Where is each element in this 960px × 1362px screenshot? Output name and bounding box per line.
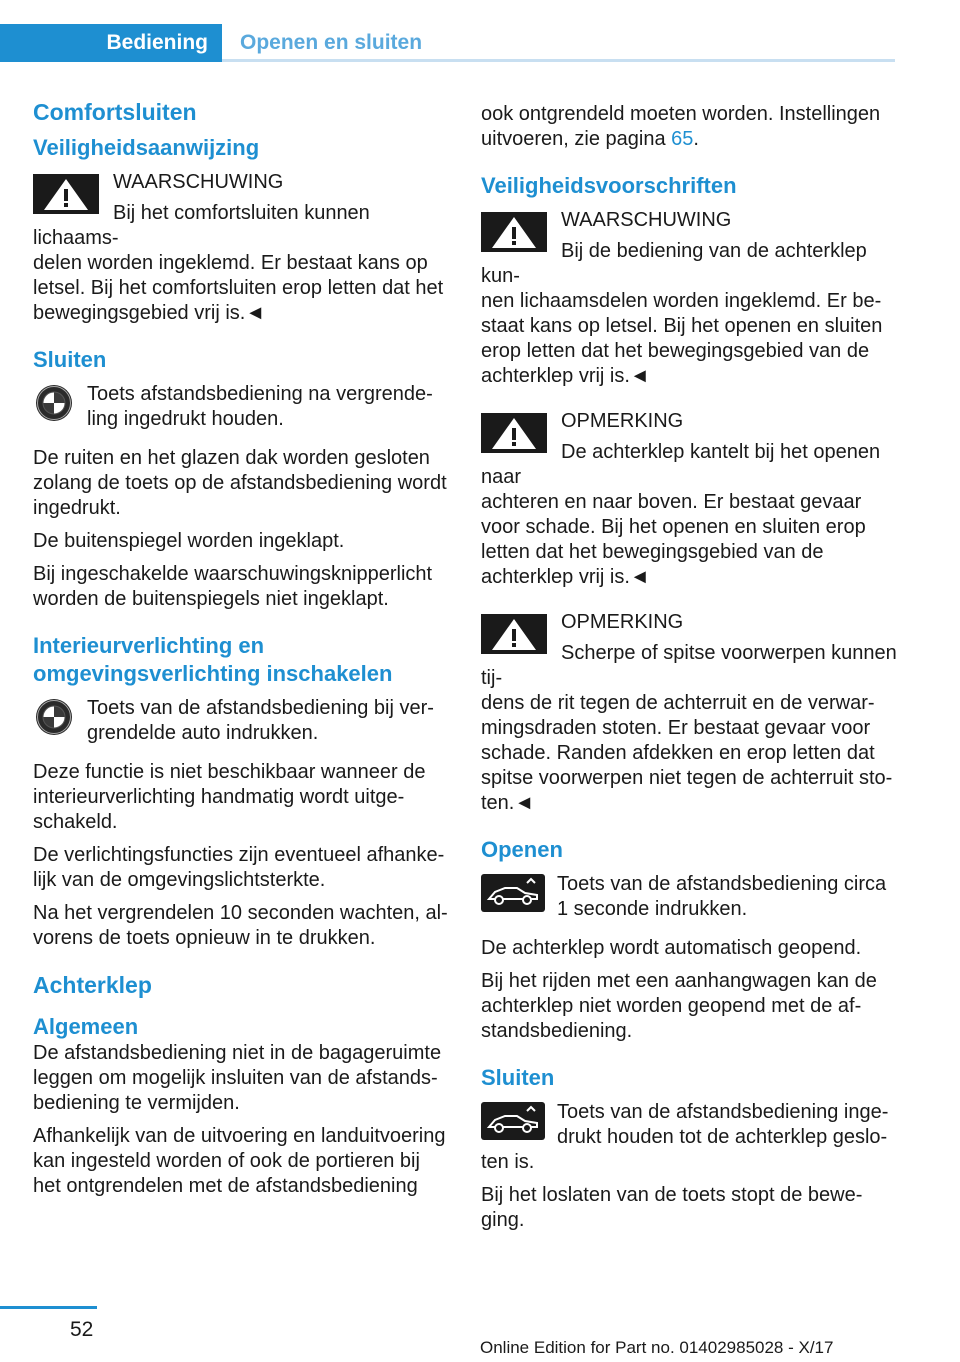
warning-title: WAARSCHUWING <box>113 171 284 193</box>
left-column <box>33 98 449 1199</box>
edition-footer: Online Edition for Part no. 01402985028 - X/17 <box>480 1338 834 1357</box>
continued-end: . <box>693 128 699 150</box>
note-block <box>481 610 899 816</box>
tailgate-open-instruction <box>481 872 899 922</box>
heading-sluiten-right: Sluiten <box>481 1065 555 1090</box>
remote-lock-text: Toets afstandsbediening na vergrende-ling ingedrukt houden. <box>87 383 433 430</box>
paragraph: De achterklep wordt automatisch geopend. <box>481 937 862 959</box>
header-rule <box>222 59 895 62</box>
heading-comfortsluiten: Comfortsluiten <box>33 99 197 125</box>
tailgate-open-text: Toets van de afstandsbediening circa 1 seconde indrukken. <box>557 873 887 920</box>
paragraph: Bij het loslaten van de toets stopt de bewe-ging. <box>481 1184 863 1231</box>
warning-first-line: Bij de bediening van de achterklep kun- <box>481 240 867 287</box>
paragraph: De ruiten en het glazen dak worden gesloten zolang de toets op de afstandsbediening wordt ingedrukt. <box>33 447 447 519</box>
paragraph: Na het vergrendelen 10 seconden wachten, al-vorens de toets opnieuw in te drukken. <box>33 902 448 949</box>
tailgate-button-icon <box>481 874 545 912</box>
heading-algemeen: Algemeen <box>33 1014 139 1039</box>
note-title: OPMERKING <box>561 410 684 432</box>
tab-openen-en-sluiten[interactable]: Openen en sluiten <box>240 31 423 54</box>
warning-text: delen worden ingeklemd. Er bestaat kans op letsel. Bij het comfortsluiten erop letten dat het bewegingsgebied vrij is.◄ <box>33 252 444 324</box>
heading-veiligheidsaanwijzing: Veiligheidsaanwijzing <box>33 135 260 160</box>
tailgate-button-icon <box>481 1102 545 1140</box>
paragraph: Deze functie is niet beschikbaar wanneer de interieurverlichting handmatig wordt uitge-schakeld. <box>33 761 426 833</box>
continued-paragraph <box>481 102 899 152</box>
tab-bediening[interactable]: Bediening <box>0 24 222 62</box>
warning-triangle-icon <box>33 174 99 214</box>
warning-first-line: Bij het comfortsluiten kunnen lichaams- <box>33 202 370 249</box>
note-text: achteren en naar boven. Er bestaat gevaar voor schade. Bij het openen en sluiten erop letten dat het bewegingsgebied van de achterklep vrij is.◄ <box>481 491 866 588</box>
tailgate-close-instruction <box>481 1100 899 1175</box>
warning-block <box>481 208 899 389</box>
heading-interieurverlichting: Interieurverlichting en omgevingsverlichting inschakelen <box>33 633 393 686</box>
footer-rule <box>0 1306 97 1309</box>
tailgate-close-text: Toets van de afstandsbediening inge-drukt houden tot de achterklep geslo- <box>557 1101 889 1148</box>
note-block <box>481 409 899 590</box>
heading-veiligheidsvoorschriften: Veiligheidsvoorschriften <box>481 173 737 198</box>
note-title: OPMERKING <box>561 611 684 633</box>
heading-openen: Openen <box>481 837 563 862</box>
remote-lock-instruction <box>33 382 449 432</box>
remote-unlock-instruction <box>33 696 449 746</box>
remote-key-unlock-icon <box>35 698 73 736</box>
paragraph: Bij het rijden met een aanhangwagen kan de achterklep niet worden geopend met de af-standsbediening. <box>481 970 877 1042</box>
page-number: 52 <box>70 1318 94 1341</box>
paragraph: Bij ingeschakelde waarschuwingsknipperlicht worden de buitenspiegels niet ingeklapt. <box>33 563 433 610</box>
remote-unlock-text: Toets van de afstandsbediening bij ver-grendelde auto indrukken. <box>87 697 434 744</box>
continued-text: ook ontgrendeld moeten worden. Instellingen uitvoeren, zie pagina <box>481 103 881 150</box>
warning-triangle-icon <box>481 413 547 453</box>
right-column <box>481 102 899 1233</box>
note-first-line: Scherpe of spitse voorwerpen kunnen tij- <box>481 642 897 689</box>
warning-block <box>33 170 449 326</box>
warning-triangle-icon <box>481 614 547 654</box>
paragraph: De buitenspiegel worden ingeklapt. <box>33 530 345 552</box>
warning-triangle-icon <box>481 212 547 252</box>
warning-title: WAARSCHUWING <box>561 209 732 231</box>
warning-text: nen lichaamsdelen worden ingeklemd. Er be-staat kans op letsel. Bij het openen en sluiten erop letten dat het bewegingsgebied van de achterklep vrij is.◄ <box>481 290 883 387</box>
paragraph: De afstandsbediening niet in de bagageruimte leggen om mogelijk insluiten van de afstands-bediening te vermijden. <box>33 1042 442 1114</box>
tailgate-close-rest: ten is. <box>481 1151 535 1173</box>
remote-key-lock-icon <box>35 384 73 422</box>
paragraph: Afhankelijk van de uitvoering en landuitvoering kan ingesteld worden of ook de portieren bij het ontgrendelen met de afstandsbediening <box>33 1125 446 1197</box>
heading-achterklep: Achterklep <box>33 972 152 998</box>
note-first-line: De achterklep kantelt bij het openen naar <box>481 441 881 488</box>
heading-sluiten: Sluiten <box>33 347 107 372</box>
header-tabbar <box>0 24 895 62</box>
paragraph: De verlichtingsfuncties zijn eventueel afhanke-lijk van de omgevingslichtsterkte. <box>33 844 445 891</box>
note-text: dens de rit tegen de achterruit en de verwar-mingsdraden stoten. Er bestaat gevaar voor schade. Randen afdekken en erop letten dat spitse voorwerpen niet tegen de achterruit sto-ten.◄ <box>481 692 893 814</box>
page-link[interactable]: 65 <box>671 128 694 150</box>
